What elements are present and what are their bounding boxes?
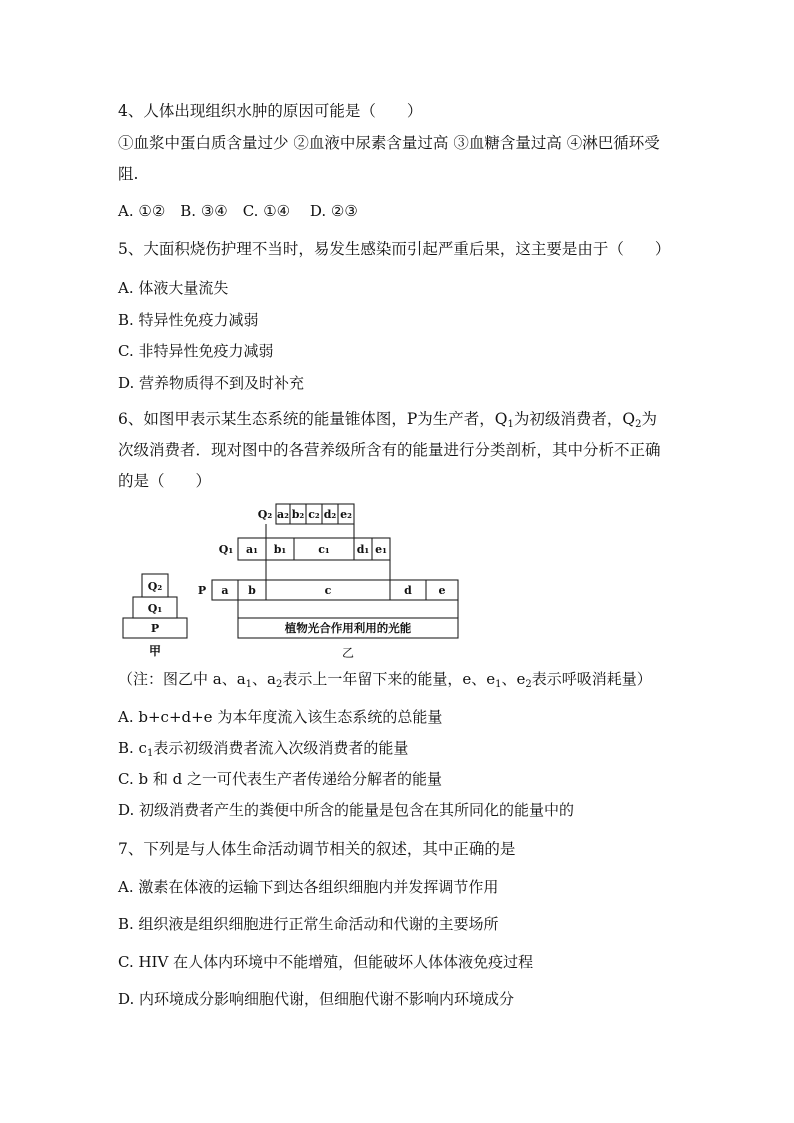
row-p-label: P bbox=[197, 584, 207, 597]
pyramid-q2-label: Q₂ bbox=[147, 580, 163, 593]
pyramid-p-label: P bbox=[150, 622, 160, 635]
q2-cell-e2: e₂ bbox=[340, 508, 352, 521]
q7-option-a: A. 激素在体液的运输下到达各组织细胞内并发挥调节作用 bbox=[118, 878, 499, 896]
q6-stem-line1: 6、如图甲表示某生态系统的能量锥体图，P为生产者，$Q_1$为初级消费者，$Q_2$为 bbox=[118, 410, 657, 430]
q2-cell-b2: b₂ bbox=[291, 508, 305, 521]
p-cell-d: d bbox=[404, 584, 412, 597]
p-cell-b: b bbox=[248, 584, 256, 597]
caption-yi: 乙 bbox=[341, 646, 355, 660]
row-q2-label: Q₂ bbox=[257, 508, 273, 521]
q6-option-b: B. $c_1$表示初级消费者流入次级消费者的能量 bbox=[118, 739, 409, 759]
q1-cell-b1: b₁ bbox=[273, 543, 287, 556]
q4-items-line2: 阻. bbox=[118, 165, 139, 183]
q5-option-d: D. 营养物质得不到及时补充 bbox=[118, 374, 305, 392]
q6-stem-line2: 次级消费者．现对图中的各营养级所含有的能量进行分类剖析，其中分析不正确 bbox=[118, 441, 661, 459]
q5-option-b: B. 特异性免疫力减弱 bbox=[118, 311, 259, 329]
p-cell-a: a bbox=[221, 584, 229, 597]
q6-option-c: C. b 和 d 之一可代表生产者传递给分解者的能量 bbox=[118, 770, 442, 788]
q4-items-line1: ①血浆中蛋白质含量过少 ②血液中尿素含量过高 ③血糖含量过高 ④淋巴循环受 bbox=[118, 134, 660, 152]
q1-cell-a1: a₁ bbox=[246, 543, 258, 556]
energy-figure bbox=[118, 500, 478, 665]
p-cell-e: e bbox=[438, 584, 446, 597]
q5-option-a: A. 体液大量流失 bbox=[118, 279, 229, 297]
q1-cell-d1: d₁ bbox=[356, 543, 370, 556]
q1-cell-c1: c₁ bbox=[318, 543, 330, 556]
q6-stem-line3: 的是（ ） bbox=[118, 472, 212, 490]
q6-option-d: D. 初级消费者产生的粪便中所含的能量是包含在其所同化的能量中的 bbox=[118, 801, 575, 819]
q1-cell-e1: e₁ bbox=[375, 543, 387, 556]
pyramid-q1-label: Q₁ bbox=[147, 602, 163, 615]
q5-stem: 5、大面积烧伤护理不当时，易发生感染而引起严重后果，这主要是由于（ ） bbox=[118, 240, 671, 258]
q7-option-d: D. 内环境成分影响细胞代谢，但细胞代谢不影响内环境成分 bbox=[118, 990, 515, 1008]
light-bar-label: 植物光合作用利用的光能 bbox=[284, 621, 412, 635]
row-q1-label: Q₁ bbox=[218, 543, 234, 556]
q4-options: A. ①② B. ③④ C. ①④ D. ②③ bbox=[118, 202, 358, 220]
q2-cell-c2: c₂ bbox=[308, 508, 320, 521]
p-cell-c: c bbox=[324, 584, 332, 597]
q7-option-c: C. HIV 在人体内环境中不能增殖，但能破坏人体体液免疫过程 bbox=[118, 953, 534, 971]
q6-option-a: A. b+c+d+e 为本年度流入该生态系统的总能量 bbox=[118, 708, 443, 726]
q7-option-b: B. 组织液是组织细胞进行正常生命活动和代谢的主要场所 bbox=[118, 915, 499, 933]
q7-stem: 7、下列是与人体生命活动调节相关的叙述，其中正确的是 bbox=[118, 840, 516, 858]
q2-cell-d2: d₂ bbox=[323, 508, 337, 521]
q6-note: （注：图乙中 a、$a_1$、$a_2$表示上一年留下来的能量，e、$e_1$、$e_2$表示呼吸消耗量） bbox=[118, 670, 652, 690]
caption-jia: 甲 bbox=[148, 644, 162, 658]
q2-cell-a2: a₂ bbox=[277, 508, 289, 521]
q4-stem: 4、人体出现组织水肿的原因可能是（ ） bbox=[118, 102, 423, 120]
q5-option-c: C. 非特异性免疫力减弱 bbox=[118, 342, 274, 360]
